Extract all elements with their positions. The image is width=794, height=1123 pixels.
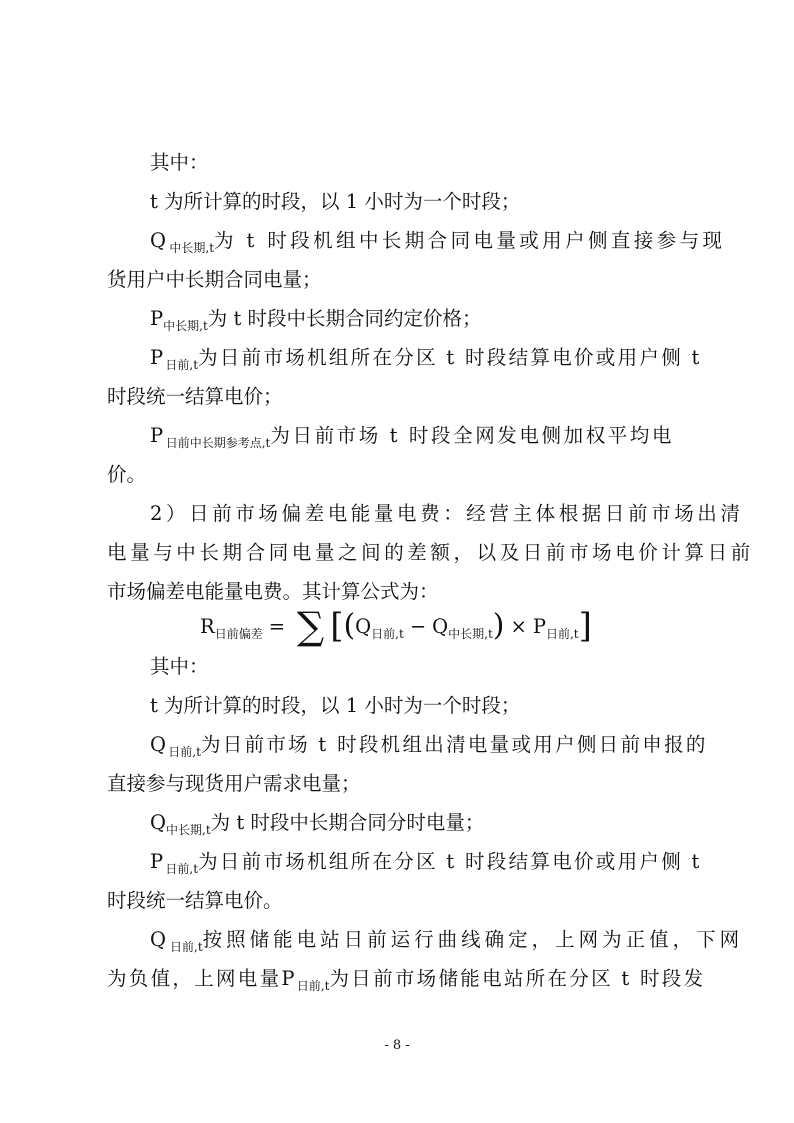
paragraph-where: 其中： [150, 151, 209, 174]
definition-q-dayahead: $Q_{日前,t}$为日前市场 t 时段机组出清电量或用户侧日前申报的 [150, 733, 708, 759]
formula-left-bracket: [ [330, 606, 344, 646]
page-number: - 8 - [384, 1038, 410, 1053]
formula-minus: − [409, 614, 427, 638]
deviation-fee-formula [200, 604, 592, 648]
formula-q-dayahead: $Q_{日前,t}$ [355, 614, 404, 641]
definition-p-reference: $P_{日前中长期参考点,t}$为日前市场 t 时段全网发电侧加权平均电 [150, 424, 675, 450]
definition-q-midlong: $Q_{中长期,t}$为 t 时段机组中长期合同电量或用户侧直接参与现 [150, 229, 726, 255]
definition-t-2: t 为所计算的时段，以 1 小时为一个时段； [150, 694, 521, 717]
formula-left-paren: ( [343, 608, 356, 643]
definition-q-midlong-2: $Q_{中长期,t}$为 t 时段中长期合同分时电量； [150, 811, 485, 837]
sigma-symbol: ∑ [297, 604, 325, 648]
definition-p-midlong: $P_{中长期,t}$为 t 时段中长期合同约定价格； [150, 307, 482, 333]
formula-q-midlong: $Q_{中长期,t}$ [432, 614, 493, 641]
formula-right-bracket: ] [578, 606, 592, 646]
definition-p-dayahead-2-cont: 时段统一结算电价。 [107, 889, 283, 912]
section-body-line-1: 电量与中长期合同电量之间的差额，以及日前市场电价计算日前 [107, 541, 754, 564]
definition-q-midlong-cont: 货用户中长期合同电量； [107, 268, 322, 291]
definition-p-dayahead-2: $P_{日前,t}$为日前市场机组所在分区 t 时段结算电价或用户侧 t [150, 850, 702, 876]
section-body-line-2: 市场偏差电能量电费。其计算公式为： [107, 580, 439, 603]
formula-equals: = [268, 614, 286, 638]
paragraph-where-2: 其中： [150, 655, 209, 678]
definition-p-reference-cont: 价。 [107, 463, 147, 486]
definition-q-dayahead-cont: 直接参与现货用户需求电量； [107, 772, 361, 795]
storage-q-dayahead: $Q_{日前,t}$按照储能电站日前运行曲线确定，上网为正值，下网 [150, 928, 744, 954]
definition-p-dayahead-cont: 时段统一结算电价； [107, 385, 283, 408]
storage-q-dayahead-cont: 为负值，上网电量$P_{日前,t}$为日前市场储能电站所在分区 t 时段发 [107, 967, 706, 993]
definition-p-dayahead: $P_{日前,t}$为日前市场机组所在分区 t 时段结算电价或用户侧 t [150, 346, 702, 372]
formula-p-dayahead: $P_{日前,t}$ [532, 614, 579, 641]
formula-times: × [510, 614, 527, 638]
formula-right-paren: ) [492, 608, 505, 643]
definition-t: t 为所计算的时段，以 1 小时为一个时段； [150, 190, 521, 213]
formula-lhs: $R_{日前偏差}$ [200, 614, 263, 641]
section-heading-deviation: 2）日前市场偏差电能量电费：经营主体根据日前市场出清 [150, 502, 744, 525]
